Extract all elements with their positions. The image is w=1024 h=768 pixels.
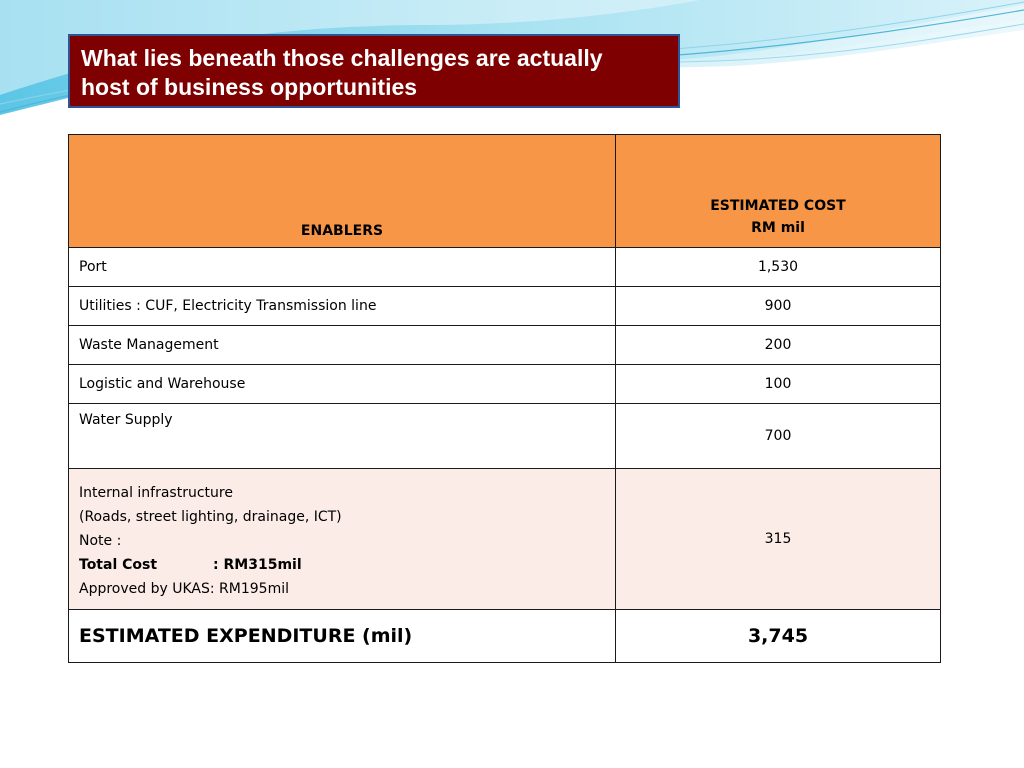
- internal-line1: Internal infrastructure: [79, 485, 233, 501]
- row-label: Utilities : CUF, Electricity Transmission line: [69, 287, 616, 326]
- table-row-logistic: [69, 365, 941, 404]
- table-row-waste-management: [69, 326, 941, 365]
- slide-title-line1: What lies beneath those challenges are actually: [81, 45, 603, 71]
- internal-total-cost: [79, 553, 605, 577]
- row-value: 200: [616, 326, 941, 365]
- row-label: Water Supply: [69, 404, 616, 469]
- internal-line2: (Roads, street lighting, drainage, ICT): [79, 509, 342, 525]
- row-value: 700: [616, 404, 941, 469]
- enablers-cost-table: [68, 134, 941, 663]
- header-enablers: ENABLERS: [69, 135, 616, 248]
- slide-title: [68, 34, 680, 108]
- header-cost-line1: ESTIMATED COST: [710, 198, 846, 214]
- row-value: 900: [616, 287, 941, 326]
- row-value: 315: [616, 469, 941, 610]
- total-cost-value: : RM315mil: [213, 557, 302, 573]
- slide-title-line2: host of business opportunities: [81, 74, 418, 100]
- table-row-estimated-expenditure: [69, 610, 941, 663]
- internal-infrastructure-details: [69, 469, 616, 610]
- row-value: 1,530: [616, 248, 941, 287]
- summary-value: 3,745: [616, 610, 941, 663]
- row-value: 100: [616, 365, 941, 404]
- table-row-port: [69, 248, 941, 287]
- total-cost-label: Total Cost: [79, 557, 158, 573]
- table-header-row: [69, 135, 941, 248]
- table-row-utilities: [69, 287, 941, 326]
- row-label: Port: [69, 248, 616, 287]
- summary-label: ESTIMATED EXPENDITURE (mil): [69, 610, 616, 663]
- table-row-internal-infrastructure: [69, 469, 941, 610]
- row-label: Logistic and Warehouse: [69, 365, 616, 404]
- internal-note: Note :: [79, 533, 122, 549]
- table-row-water-supply: [69, 404, 941, 469]
- header-estimated-cost: [616, 135, 941, 248]
- header-cost-line2: RM mil: [751, 220, 805, 236]
- row-label: Waste Management: [69, 326, 616, 365]
- internal-approved: Approved by UKAS: RM195mil: [79, 581, 289, 597]
